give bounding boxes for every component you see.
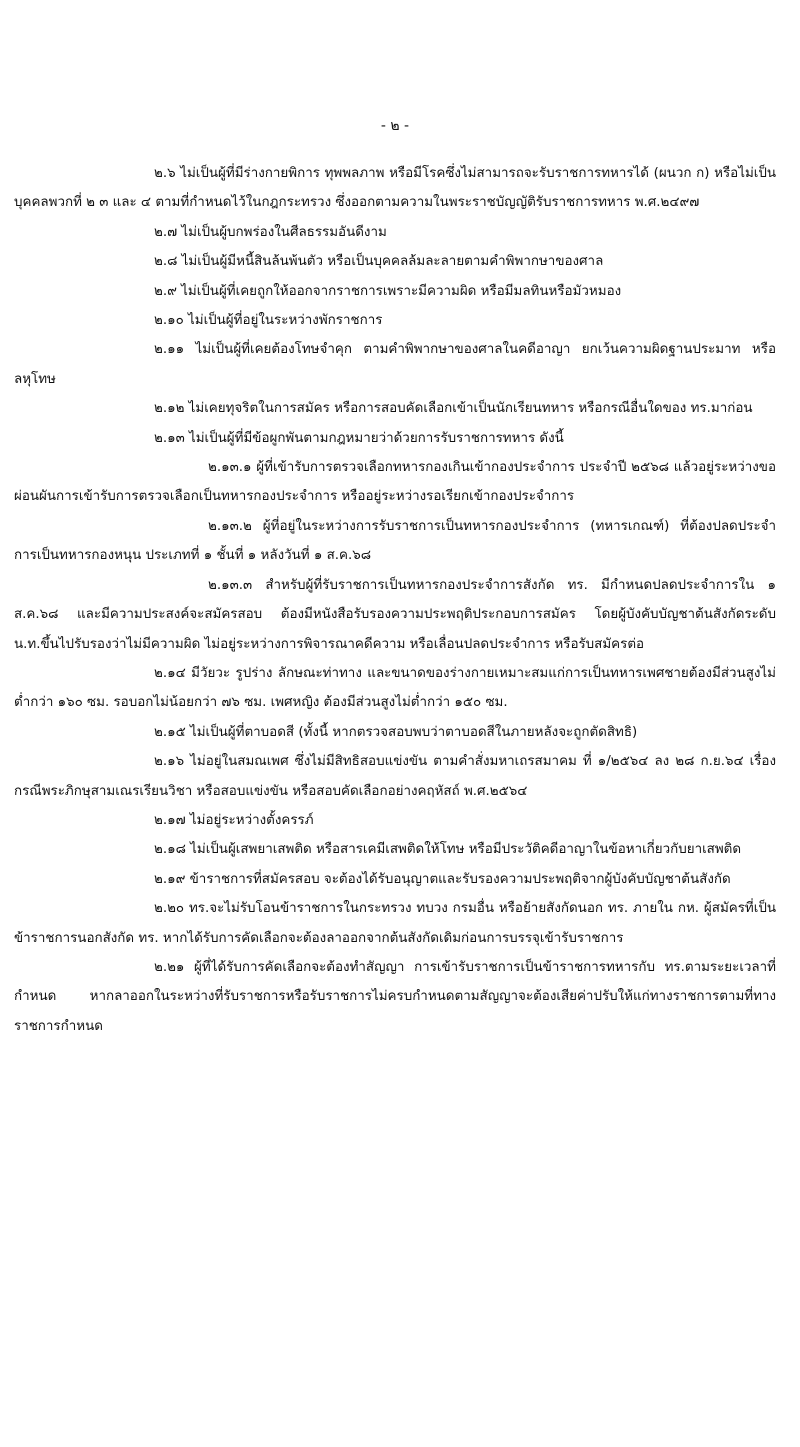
paragraph-2-17: ๒.๑๗ ไม่อยู่ระหว่างตั้งครรภ์ (154, 812, 314, 828)
paragraph-2-10: ๒.๑๐ ไม่เป็นผู้ที่อยู่ในระหว่างพักราชการ (154, 313, 383, 329)
paragraph-2-9: ๒.๙ ไม่เป็นผู้ที่เคยถูกให้ออกจากราชการเพราะมีความผิด หรือมีมลทินหรือมัวหมอง (154, 283, 622, 299)
paragraph-2-18: ๒.๑๘ ไม่เป็นผู้เสพยาเสพติด หรือสารเคมีเสพติดให้โทษ หรือมีประวัติคดีอาญาในข้อหาเกี่ยวกับยาเสพติด (154, 842, 742, 858)
paragraph-2-7: ๒.๗ ไม่เป็นผู้บกพร่องในศีลธรรมอันดีงาม (154, 224, 387, 240)
paragraph-2-21: ๒.๒๑ ผู้ที่ได้รับการคัดเลือกจะต้องทำสัญญา การเข้ารับราชการเป็นข้าราชการทหารกับ ทร.ตามระยะเวลาที่กำหนด หากลาออกในระหว่างที่รับราชการหรือรับราชการไม่ครบกำหนดตามสัญญาจะต้องเสียค่าปรับให้แก่ทางราชการตามที่ทางราชการกำหนด (14, 959, 776, 1034)
paragraph-2-14: ๒.๑๔ มีวัยวะ รูปร่าง ลักษณะท่าทาง และขนาดของร่างกายเหมาะสมแก่การเป็นทหารเพศชายต้องมีส่วนสูงไม่ต่ำกว่า ๑๖๐ ซม. รอบอกไม่น้อยกว่า ๗๖ ซม. เพศหญิง ต้องมีส่วนสูงไม่ต่ำกว่า ๑๕๐ ซม. (14, 665, 776, 711)
page-number: - ๒ - (380, 118, 410, 134)
paragraph-2-12: ๒.๑๒ ไม่เคยทุจริตในการสมัคร หรือการสอบคัดเลือกเข้าเป็นนักเรียนทหาร หรือกรณีอื่นใดของ ทร.มาก่อน (154, 401, 753, 417)
paragraph-2-16: ๒.๑๖ ไม่อยู่ในสมณเพศ ซึ่งไม่มีสิทธิสอบแข่งขัน ตามคำสั่งมหาเถรสมาคม ที่ ๑/๒๕๖๔ ลง ๒๘ ก.ย.๖๔ เรื่อง กรณีพระภิกษุสามเณรเรียนวิชา หรือสอบแข่งขัน หรือสอบคัดเลือกอย่างคฤหัสถ์ พ.ศ.๒๕๖๔ (14, 754, 776, 799)
paragraph-2-6: ๒.๖ ไม่เป็นผู้ที่มีร่างกายพิการ ทุพพลภาพ หรือมีโรคซึ่งไม่สามารถจะรับราชการทหารได้ (ผนวก ก) หรือไม่เป็นบุคคลพวกที่ ๒ ๓ และ ๔ ตามที่กำหนดไว้ในกฎกระทรวง ซึ่งออกตามความในพระราชบัญญัติรับราชการทหาร พ.ศ.๒๔๙๗ (14, 166, 776, 211)
paragraph-2-8: ๒.๘ ไม่เป็นผู้มีหนี้สินล้นพ้นตัว หรือเป็นบุคคลล้มละลายตามคำพิพากษาของศาล (154, 254, 604, 270)
paragraph-2-13-3: ๒.๑๓.๓ สำหรับผู้ที่รับราชการเป็นทหารกองประจำการสังกัด ทร. มีกำหนดปลดประจำการใน ๑ ส.ค.๖๘ และมีความประสงค์จะสมัครสอบ ต้องมีหนังสือรับรองความประพฤติประกอบการสมัคร โดยผู้บังคับบัญชาต้นสังกัดระดับ น.ท.ขึ้นไปรับรองว่าไม่มีความผิด ไม่อยู่ระหว่างการพิจารณาคดีความ หรือเลื่อนปลดประจำการ หรือรับสมัครต่อ (14, 577, 776, 652)
paragraph-2-19: ๒.๑๙ ข้าราชการที่สมัครสอบ จะต้องได้รับอนุญาตและรับรองความประพฤติจากผู้บังคับบัญชาต้นสังกัด (154, 871, 731, 887)
paragraph-2-15: ๒.๑๕ ไม่เป็นผู้ที่ตาบอดสี (ทั้งนี้ หากตรวจสอบพบว่าตาบอดสีในภายหลังจะถูกตัดสิทธิ) (154, 724, 638, 740)
paragraph-2-13-2: ๒.๑๓.๒ ผู้ที่อยู่ในระหว่างการรับราชการเป็นทหารกองประจำการ (ทหารเกณฑ์) ที่ต้องปลดประจำการเป็นทหารกองหนุน ประเภทที่ ๑ ชั้นที่ ๑ หลังวันที่ ๑ ส.ค.๖๘ (14, 518, 776, 564)
paragraph-2-11: ๒.๑๑ ไม่เป็นผู้ที่เคยต้องโทษจำคุก ตามคำพิพากษาของศาลในคดีอาญา ยกเว้นความผิดฐานประมาท หรือลหุโทษ (14, 342, 776, 387)
paragraph-2-13: ๒.๑๓ ไม่เป็นผู้ที่มีข้อผูกพันตามกฎหมายว่าด้วยการรับราชการทหาร ดังนี้ (154, 430, 564, 446)
paragraph-2-20: ๒.๒๐ ทร.จะไม่รับโอนข้าราชการในกระทรวง ทบวง กรมอื่น หรือย้ายสังกัดนอก ทร. ภายใน กห. ผู้สมัครที่เป็นข้าราชการนอกสังกัด ทร. หากได้รับการคัดเลือกจะต้องลาออกจากต้นสังกัดเดิมก่อนการบรรจุเข้ารับราชการ (14, 901, 776, 946)
paragraph-2-13-1: ๒.๑๓.๑ ผู้ที่เข้ารับการตรวจเลือกทหารกองเกินเข้ากองประจำการ ประจำปี ๒๕๖๘ แล้วอยู่ระหว่างขอผ่อนผันการเข้ารับการตรวจเลือกเป็นทหารกองประจำการ หรืออยู่ระหว่างรอเรียกเข้ากองประจำการ (14, 460, 776, 505)
